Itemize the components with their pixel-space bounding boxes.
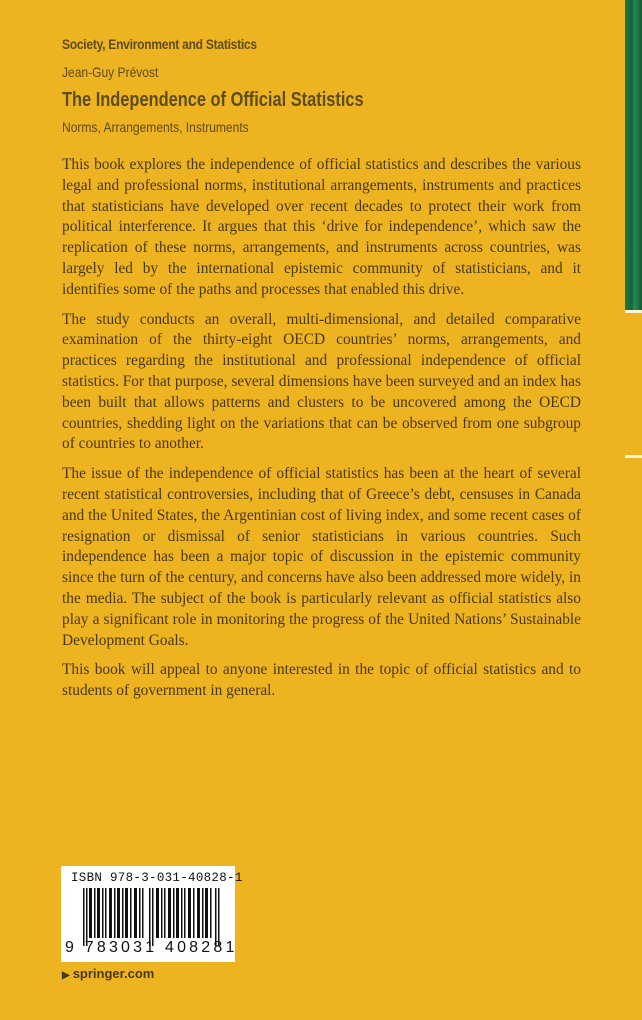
decorative-line <box>625 455 642 458</box>
blurb <box>62 155 581 711</box>
isbn-label: ISBN 978-3-031-40828-1 <box>71 871 243 885</box>
publisher-link[interactable] <box>62 966 154 981</box>
book-title: The Independence of Official Statistics <box>62 89 364 111</box>
book-subtitle: Norms, Arrangements, Instruments <box>62 119 249 135</box>
blurb-paragraph: The issue of the independence of official statistics has been at the heart of several recent statistical controversies, including that of Greece’s debt, censuses in Canada and the United States, the Argentinian cost of living index, and some recent cases of resignation or dismissal of senior statisticians in various countries. Such independence has been a major topic of discussion in the epistemic community since the turn of the century, and concerns have also been addressed more widely, in the media. The subject of the book is particularly relevant as official statistics also play a significant role in monitoring the progress of the United Nations’ Sustainable Development Goals. <box>62 465 581 649</box>
blurb-paragraph: The study conducts an overall, multi-dimensional, and detailed comparative examination of the thirty-eight OECD countries’ norms, arrangements, and practices regarding the institutional and professional independence of official statistics. For that purpose, several dimensions have been surveyed and an index has been built that allows patterns and clusters to be uncovered among the OECD countries, shedding light on the variations that can be observed from one subgroup of countries to another. <box>62 310 581 453</box>
blurb-paragraph: This book will appeal to anyone interested in the topic of official statistics and to students of government in general. <box>62 661 581 700</box>
decorative-line <box>625 310 642 313</box>
blurb-paragraph: This book explores the independence of official statistics and describes the various legal and professional norms, institutional arrangements, instruments and practices that statisticians have developed over recent decades to protect their work from political interference. It argues that this ‘drive for independence’, which saw the replication of these norms, arrangements, and instruments across countries, was largely led by the international epistemic community of statisticians, and it identifies some of the paths and processes that enabled this drive. <box>62 156 581 298</box>
barcode-digits: 9 783031 408281 <box>65 939 238 956</box>
isbn-barcode <box>61 866 243 962</box>
arrow-right-icon: ▶ <box>62 970 70 981</box>
spine-color-band <box>625 0 642 310</box>
series-name: Society, Environment and Statistics <box>62 36 257 52</box>
publisher-website[interactable]: springer.com <box>72 966 155 981</box>
author-name: Jean-Guy Prévost <box>62 64 159 80</box>
barcode-bars-icon <box>83 888 223 946</box>
